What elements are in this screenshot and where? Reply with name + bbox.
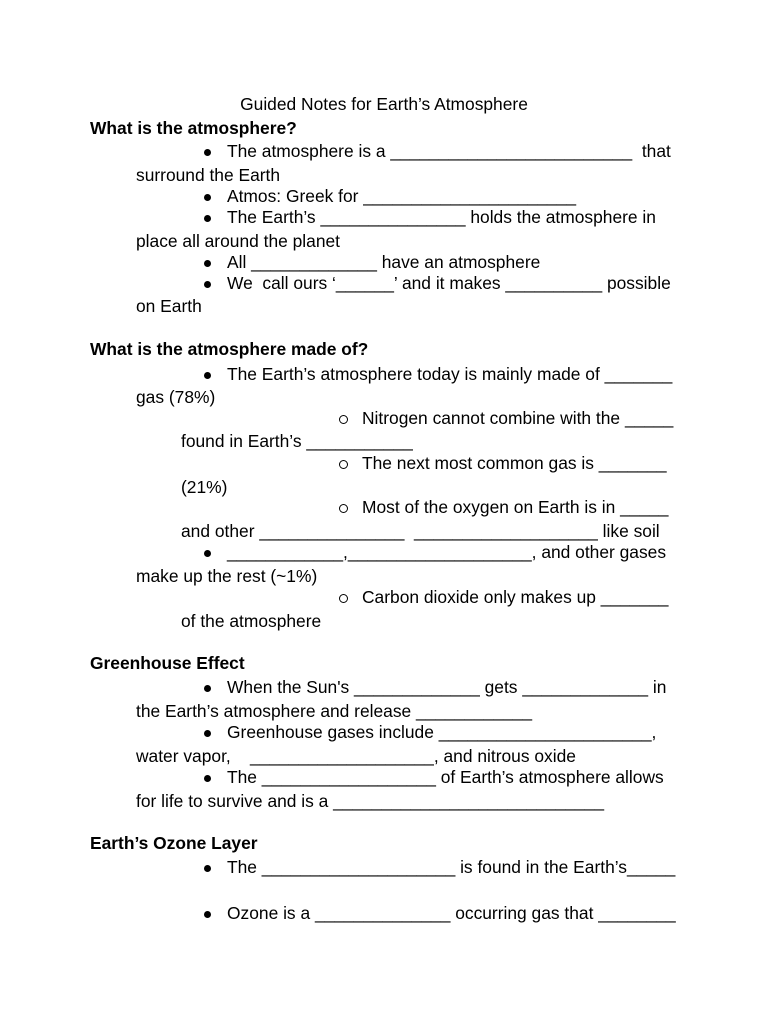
section-heading: What is the atmosphere? (90, 118, 297, 138)
bullet-icon (204, 911, 211, 918)
notes-line: The Earth’s _______________ holds the atmosphere in (227, 207, 656, 227)
notes-line: found in Earth’s ___________ (181, 431, 413, 451)
notes-line: the Earth’s atmosphere and release ____________ (136, 701, 533, 721)
section-heading: Greenhouse Effect (90, 653, 245, 673)
notes-line: The Earth’s atmosphere today is mainly made of _______ (227, 364, 673, 384)
notes-line: make up the rest (~1%) (136, 566, 318, 586)
notes-line: We call ours ‘______’ and it makes __________ possible (227, 273, 671, 293)
section-heading: What is the atmosphere made of? (90, 339, 369, 359)
bullet-icon (204, 372, 211, 379)
notes-line: on Earth (136, 296, 202, 316)
notes-line: Ozone is a ______________ occurring gas that ________ (227, 903, 676, 923)
bullet-icon (204, 865, 211, 872)
notes-line: (21%) (181, 477, 228, 497)
notes-line: The next most common gas is _______ (362, 453, 667, 473)
bullet-icon (204, 730, 211, 737)
notes-line: of the atmosphere (181, 611, 322, 631)
notes-line: All _____________ have an atmosphere (227, 252, 541, 272)
notes-line: place all around the planet (136, 231, 341, 251)
notes-line: Carbon dioxide only makes up _______ (362, 587, 669, 607)
circle-bullet-icon (339, 504, 348, 513)
bullet-icon (204, 215, 211, 222)
notes-line: surround the Earth (136, 165, 281, 185)
notes-line: Greenhouse gases include ______________________, (227, 722, 657, 742)
page-title: Guided Notes for Earth’s Atmosphere (240, 94, 528, 114)
bullet-icon (204, 550, 211, 557)
notes-line: Atmos: Greek for ______________________ (227, 186, 577, 206)
bullet-icon (204, 775, 211, 782)
circle-bullet-icon (339, 415, 348, 424)
bullet-icon (204, 685, 211, 692)
notes-line: The atmosphere is a _________________________ that (227, 141, 671, 161)
notes-line: for life to survive and is a ____________________________ (136, 791, 604, 811)
notes-line: ____________,___________________, and other gases (227, 542, 667, 562)
notes-line: gas (78%) (136, 387, 216, 407)
notes-line: Nitrogen cannot combine with the _____ (362, 408, 674, 428)
bullet-icon (204, 260, 211, 267)
notes-line: The __________________ of Earth’s atmosphere allows (227, 767, 664, 787)
bullet-icon (204, 149, 211, 156)
circle-bullet-icon (339, 594, 348, 603)
section-heading: Earth’s Ozone Layer (90, 833, 258, 853)
bullet-icon (204, 281, 211, 288)
circle-bullet-icon (339, 460, 348, 469)
notes-line: water vapor, ___________________, and nitrous oxide (136, 746, 576, 766)
notes-line: When the Sun's _____________ gets _____________ in (227, 677, 667, 697)
notes-line: and other _______________ ___________________ like soil (181, 521, 660, 541)
notes-line: Most of the oxygen on Earth is in _____ (362, 497, 669, 517)
notes-line: The ____________________ is found in the Earth’s_____ (227, 857, 676, 877)
bullet-icon (204, 194, 211, 201)
